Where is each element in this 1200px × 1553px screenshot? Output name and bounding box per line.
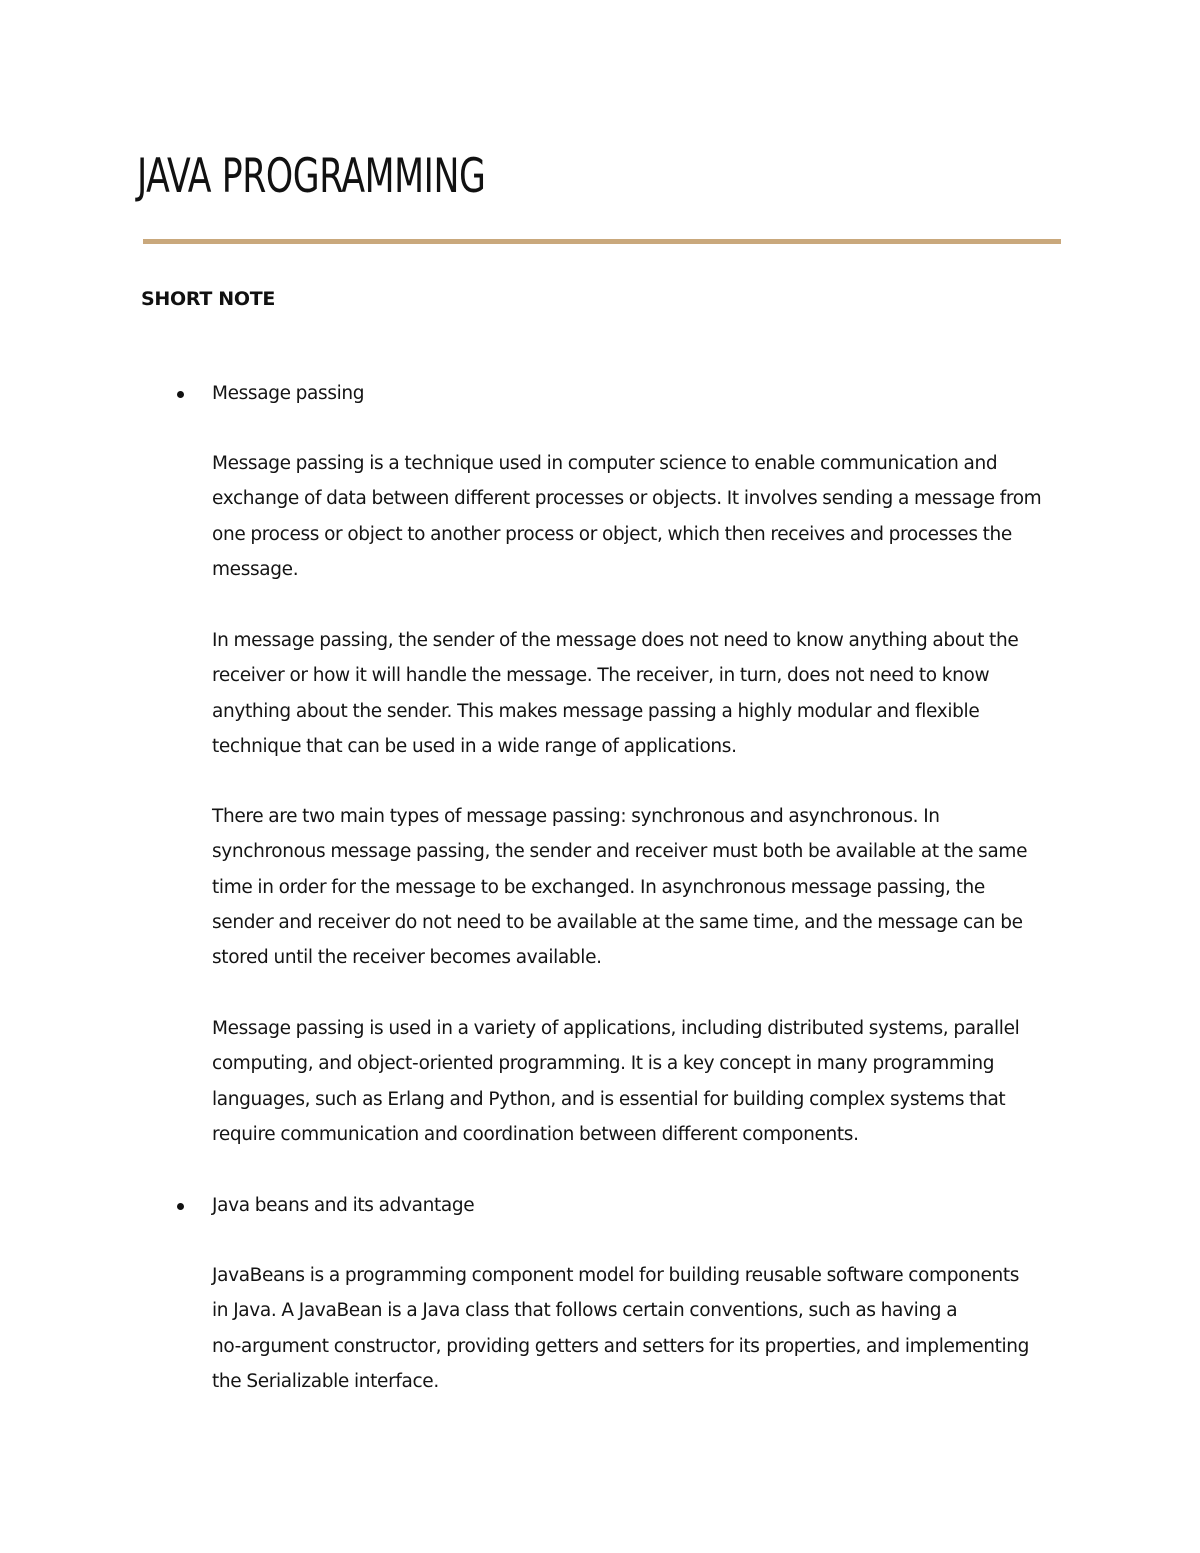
paragraph-line: Message passing is a technique used in computer science to enable communication and xyxy=(212,453,998,474)
paragraph xyxy=(212,623,1072,764)
paragraph xyxy=(212,799,1072,975)
paragraph-line: in Java. A JavaBean is a Java class that follows certain conventions, such as having a xyxy=(212,1300,958,1322)
document-title: JAVA PROGRAMMING xyxy=(137,149,486,204)
paragraph-line: time in order for the message to be exchanged. In asynchronous message passing, the xyxy=(212,876,985,898)
paragraph-line: There are two main types of message passing: synchronous and asynchronous. In xyxy=(212,806,940,827)
paragraph xyxy=(212,446,1072,587)
paragraph-line: message. xyxy=(212,558,299,580)
topic-heading: Java beans and its advantage xyxy=(212,1195,475,1216)
topic-heading: Message passing xyxy=(212,383,365,404)
paragraph-line: anything about the sender. This makes message passing a highly modular and flexible xyxy=(212,700,980,722)
paragraph-line: sender and receiver do not need to be available at the same time, and the message can be xyxy=(212,911,1023,933)
paragraph-line: require communication and coordination between different components. xyxy=(212,1123,859,1145)
bullet-dot-icon xyxy=(177,391,184,398)
paragraph-line: receiver or how it will handle the message. The receiver, in turn, does not need to know xyxy=(212,665,990,687)
paragraph-line: one process or object to another process or object, which then receives and processes the xyxy=(212,523,1012,545)
paragraph-line: the Serializable interface. xyxy=(212,1370,439,1392)
paragraph-line: exchange of data between different processes or objects. It involves sending a message from xyxy=(212,488,1042,510)
section-heading: SHORT NOTE xyxy=(141,288,276,310)
paragraph xyxy=(212,1011,1072,1152)
paragraph-line: languages, such as Erlang and Python, and is essential for building complex systems that xyxy=(212,1088,1006,1110)
paragraph xyxy=(212,1258,1072,1399)
paragraph-line: technique that can be used in a wide range of applications. xyxy=(212,735,737,757)
paragraph-line: JavaBeans is a programming component model for building reusable software components xyxy=(212,1265,1020,1286)
paragraph-line: computing, and object-oriented programming. It is a key concept in many programming xyxy=(212,1053,995,1075)
bullet-dot-icon xyxy=(177,1203,184,1210)
paragraph-line: no-argument constructor, providing getters and setters for its properties, and implementing xyxy=(212,1335,1030,1357)
paragraph-line: Message passing is used in a variety of applications, including distributed systems, parallel xyxy=(212,1018,1020,1039)
paragraph-line: stored until the receiver becomes available. xyxy=(212,947,602,969)
paragraph-line: In message passing, the sender of the message does not need to know anything about the xyxy=(212,630,1019,651)
paragraph-line: synchronous message passing, the sender and receiver must both be available at the same xyxy=(212,841,1028,863)
title-divider xyxy=(143,239,1061,244)
